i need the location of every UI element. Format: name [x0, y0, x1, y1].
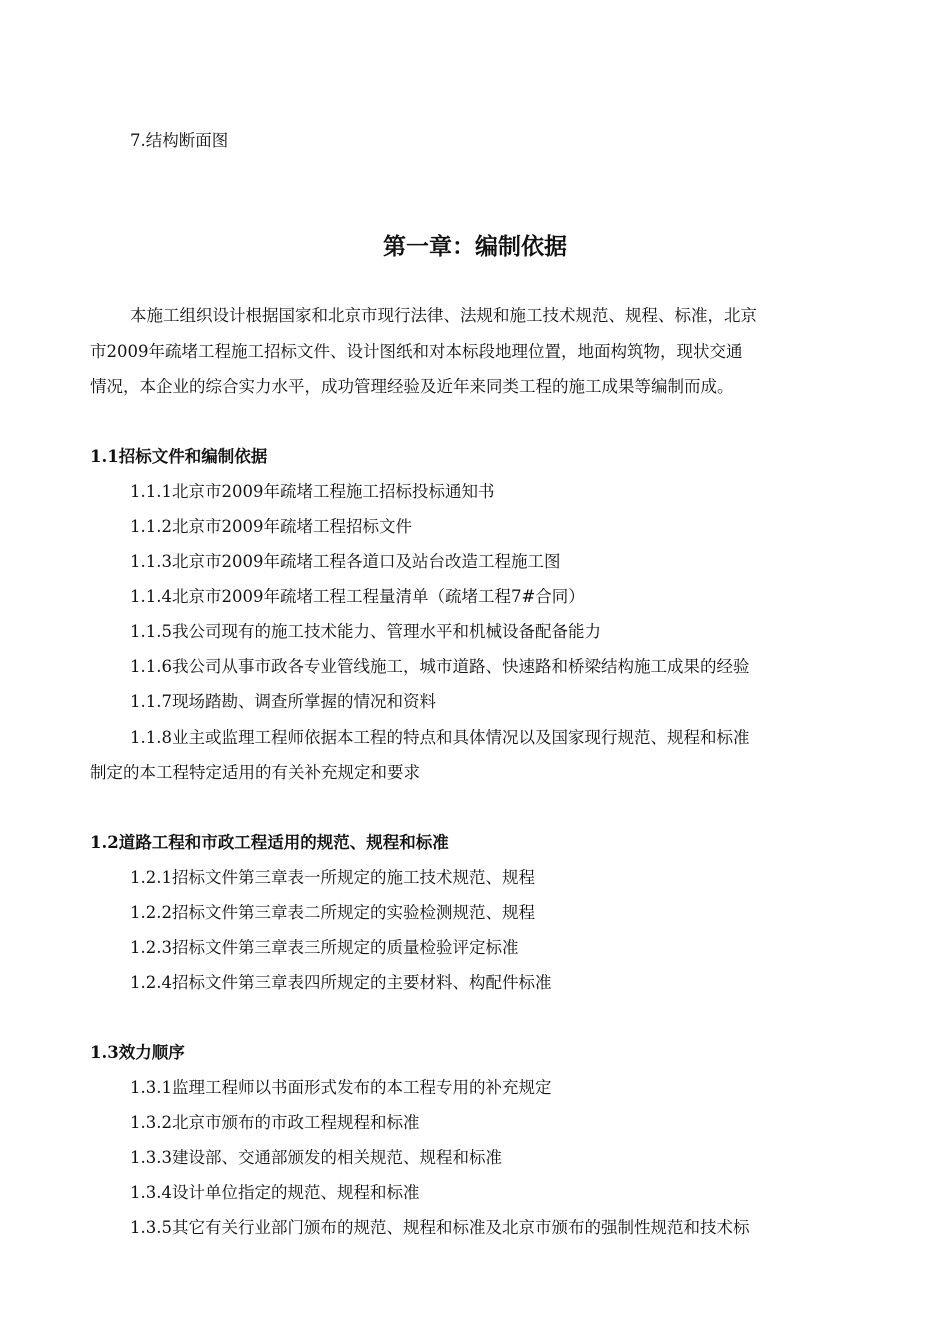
list-item-continuation: 制定的本工程特定适用的有关补充规定和要求: [90, 763, 420, 782]
section-heading-1-3: 1.3效力顺序: [90, 1043, 185, 1062]
list-item: 1.3.5其它有关行业部门颁布的规范、规程和标准及北京市颁布的强制性规范和技术标: [130, 1218, 750, 1237]
list-item: 1.1.2北京市2009年疏堵工程招标文件: [130, 517, 412, 536]
list-item: 1.1.8业主或监理工程师依据本工程的特点和具体情况以及国家现行规范、规程和标准: [130, 728, 750, 747]
chapter-title: 第一章：编制依据: [383, 233, 567, 260]
list-item: 1.1.1北京市2009年疏堵工程施工招标投标通知书: [130, 482, 495, 501]
list-item-structure-section: 7.结构断面图: [130, 131, 229, 150]
list-item: 1.2.4招标文件第三章表四所规定的主要材料、构配件标准: [130, 973, 552, 992]
list-item: 1.3.2北京市颁布的市政工程规程和标准: [130, 1113, 420, 1132]
intro-paragraph-line-2: 市2009年疏堵工程施工招标文件、设计图纸和对本标段地理位置，地面构筑物，现状交通: [90, 342, 743, 361]
list-item: 1.3.1监理工程师以书面形式发布的本工程专用的补充规定: [130, 1078, 552, 1097]
section-heading-1-2: 1.2道路工程和市政工程适用的规范、规程和标准: [90, 833, 449, 852]
list-item: 1.1.7现场踏勘、调查所掌握的情况和资料: [130, 692, 436, 711]
list-item: 1.1.4北京市2009年疏堵工程工程量清单（疏堵工程7#合同）: [130, 587, 585, 606]
intro-paragraph-line-3: 情况，本企业的综合实力水平，成功管理经验及近年来同类工程的施工成果等编制而成。: [90, 377, 734, 396]
list-item: 1.1.3北京市2009年疏堵工程各道口及站台改造工程施工图: [130, 552, 561, 571]
list-item: 1.1.5我公司现有的施工技术能力、管理水平和机械设备配备能力: [130, 622, 601, 641]
intro-paragraph-line-1: 本施工组织设计根据国家和北京市现行法律、法规和施工技术规范、规程、标准，北京: [130, 306, 757, 325]
list-item: 1.2.2招标文件第三章表二所规定的实验检测规范、规程: [130, 903, 535, 922]
list-item: 1.3.4设计单位指定的规范、规程和标准: [130, 1183, 420, 1202]
section-heading-1-1: 1.1招标文件和编制依据: [90, 447, 268, 466]
list-item: 1.2.1招标文件第三章表一所规定的施工技术规范、规程: [130, 868, 535, 887]
list-item: 1.2.3招标文件第三章表三所规定的质量检验评定标准: [130, 938, 519, 957]
list-item: 1.1.6我公司从事市政各专业管线施工，城市道路、快速路和桥梁结构施工成果的经验: [130, 657, 750, 676]
list-item: 1.3.3建设部、交通部颁发的相关规范、规程和标准: [130, 1148, 502, 1167]
